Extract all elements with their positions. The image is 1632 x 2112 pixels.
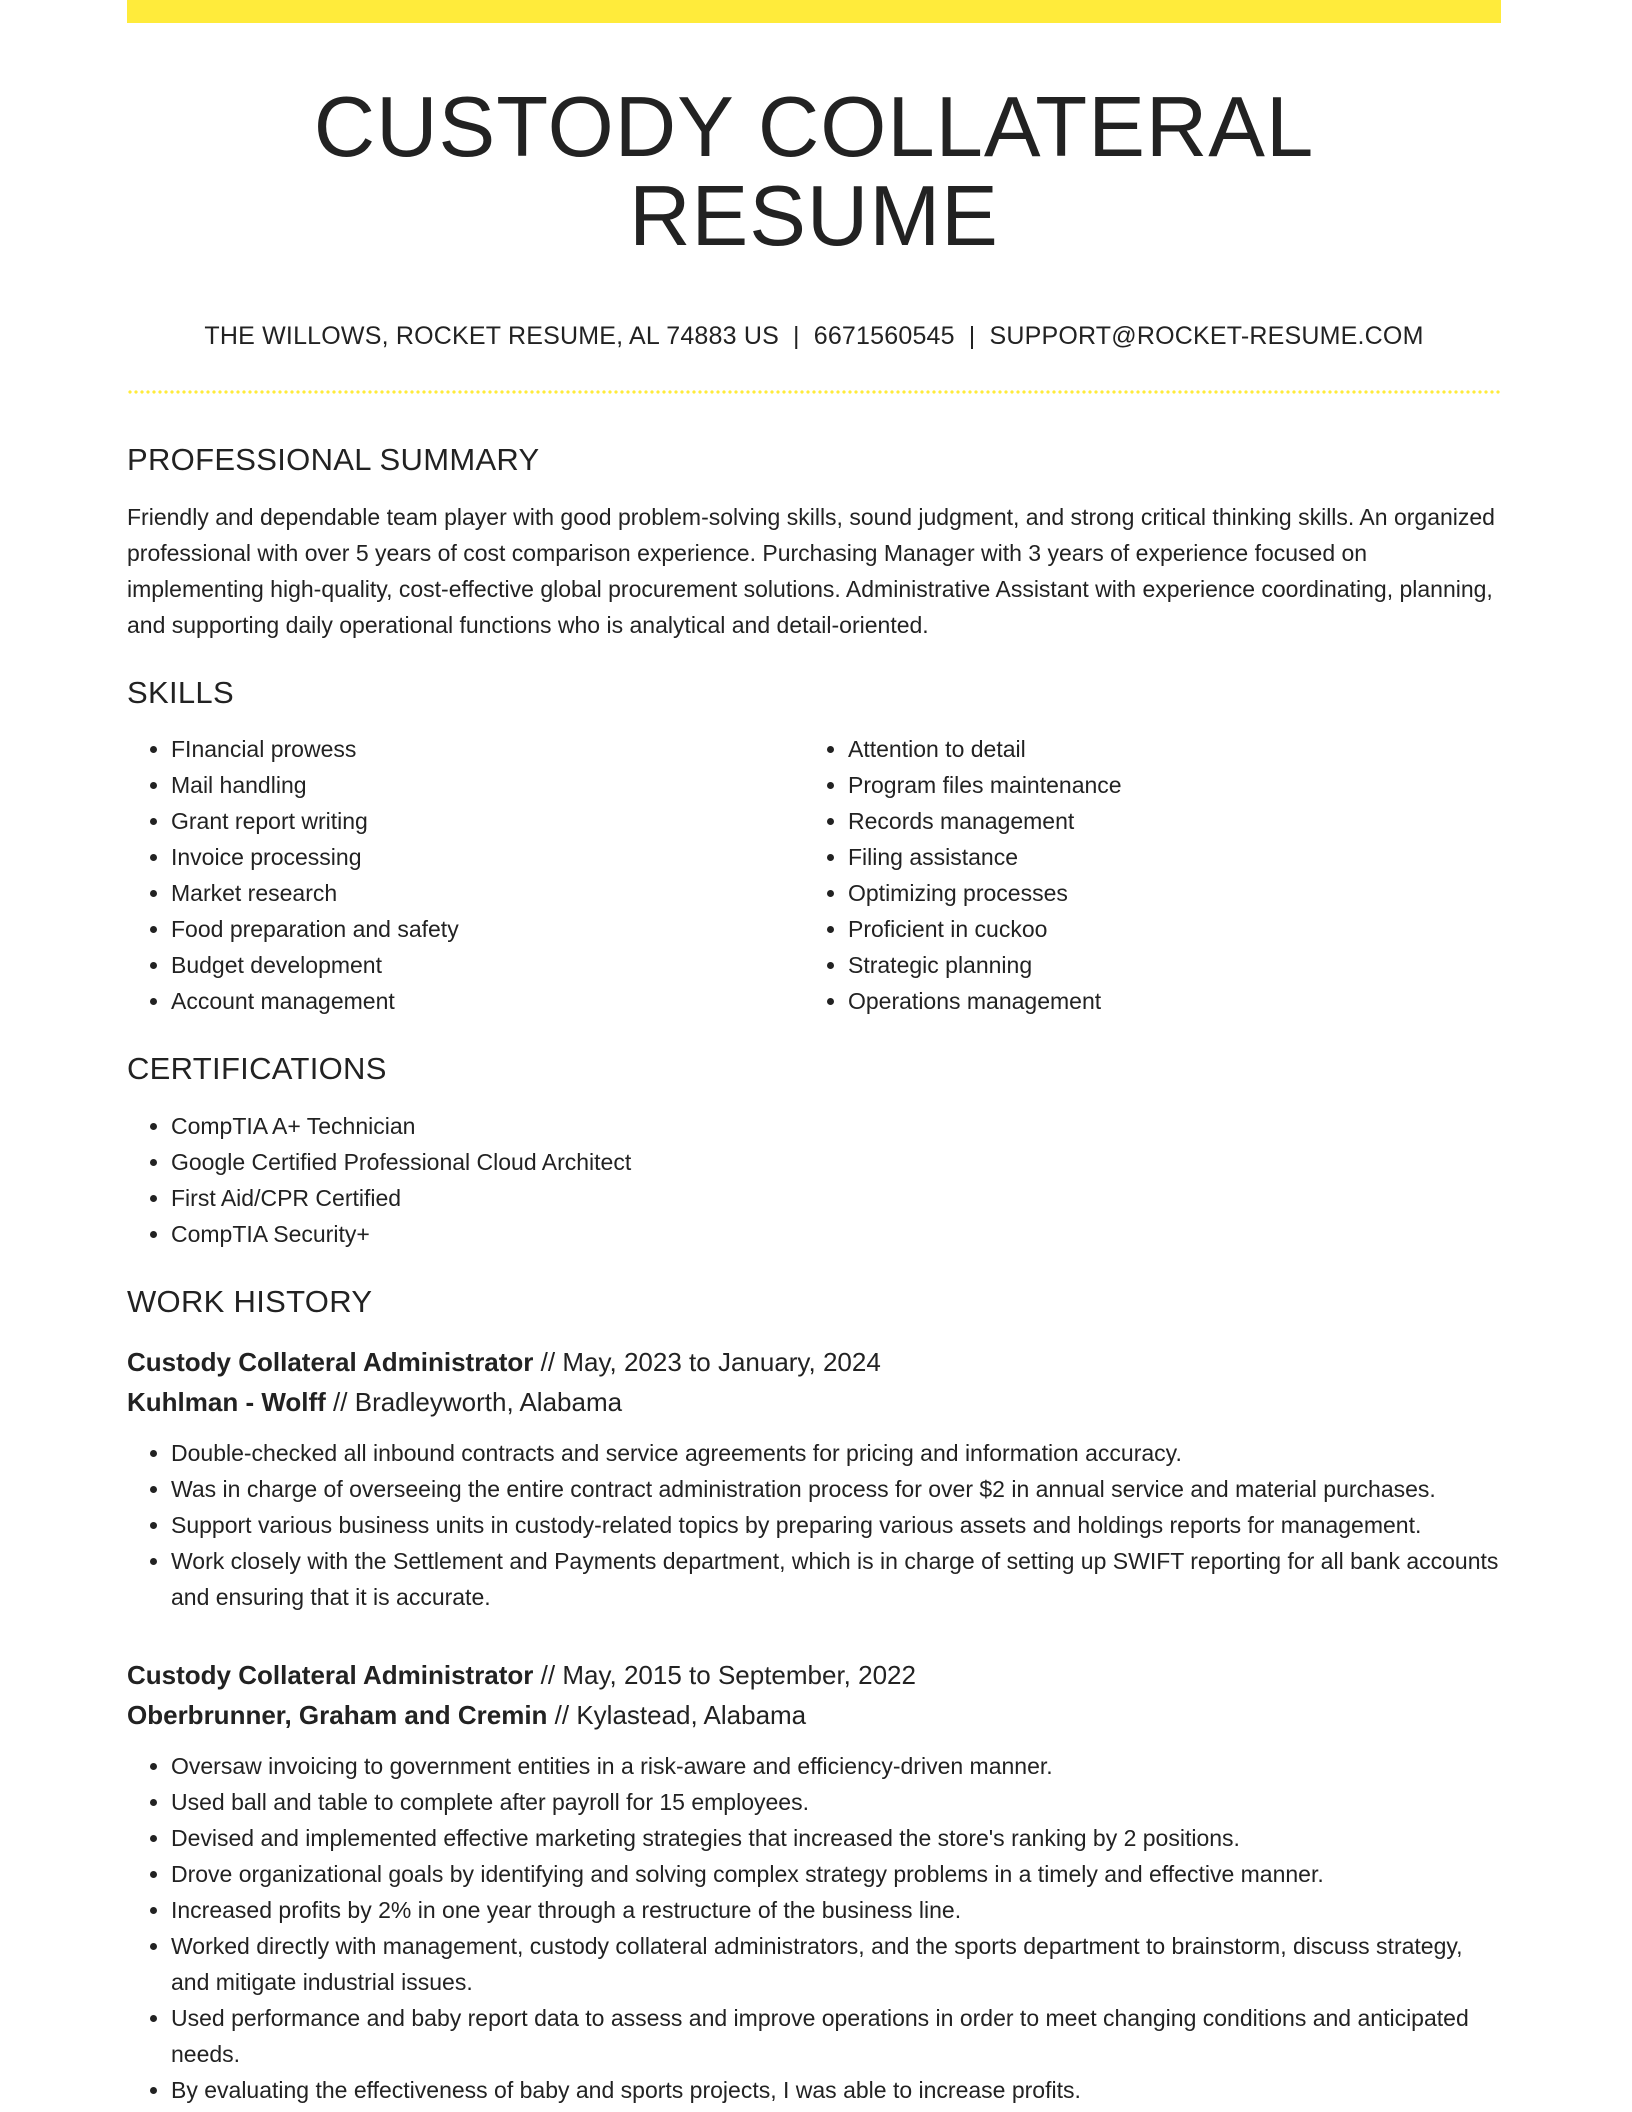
certification-item: • Google Certified Professional Cloud Architect — [171, 1144, 1501, 1180]
summary-heading: PROFESSIONAL SUMMARY — [127, 441, 540, 477]
job-location: // Kylastead, Alabama — [547, 1699, 807, 1730]
job-bullet: • Support various business units in custody-related topics by preparing various assets and holdings reports for management. — [171, 1507, 1501, 1543]
accent-top-bar — [127, 0, 1501, 23]
skills-heading: SKILLS — [127, 674, 234, 710]
job-role: Custody Collateral Administrator — [127, 1659, 534, 1690]
certification-item: • First Aid/CPR Certified — [171, 1180, 1501, 1216]
resume-title: CUSTODY COLLATERAL RESUME — [313, 80, 1315, 265]
skill-item: • Operations management — [848, 983, 1481, 1019]
job-entry — [127, 1342, 1501, 1615]
job-dates: // May, 2023 to January, 2024 — [533, 1346, 881, 1377]
certifications-heading: CERTIFICATIONS — [127, 1050, 387, 1086]
job-bullet: • Used performance and baby report data to assess and improve operations in order to meet changing conditions and anticipated needs. — [171, 2000, 1501, 2072]
skill-item: • Program files maintenance — [848, 767, 1481, 803]
skill-item: • Optimizing processes — [848, 875, 1481, 911]
skills-grid — [127, 731, 1501, 1019]
contact-address: THE WILLOWS, ROCKET RESUME, AL 74883 US — [204, 321, 780, 350]
contact-phone: 6671560545 — [813, 321, 955, 350]
certifications-list — [127, 1108, 1501, 1252]
contact-email[interactable]: SUPPORT@ROCKET-RESUME.COM — [989, 321, 1424, 350]
contact-line — [127, 322, 1501, 351]
skill-item: • FInancial prowess — [171, 731, 804, 767]
job-bullet: • Used ball and table to complete after payroll for 15 employees. — [171, 1784, 1501, 1820]
dotted-divider — [127, 390, 1501, 394]
skill-item: • Mail handling — [171, 767, 804, 803]
certification-item: • CompTIA Security+ — [171, 1216, 1501, 1252]
skill-item: • Grant report writing — [171, 803, 804, 839]
job-company-line — [127, 1695, 1501, 1735]
skills-list-right — [804, 731, 1481, 1019]
job-bullet: • Drove organizational goals by identifying and solving complex strategy problems in a timely and effective manner. — [171, 1856, 1501, 1892]
skill-item: • Records management — [848, 803, 1481, 839]
job-bullet: • By evaluating the effectiveness of baby and sports projects, I was able to increase profits. — [171, 2072, 1501, 2108]
skill-item: • Strategic planning — [848, 947, 1481, 983]
skill-item: • Invoice processing — [171, 839, 804, 875]
certification-item: • CompTIA A+ Technician — [171, 1108, 1501, 1144]
job-role-line — [127, 1655, 1501, 1695]
skill-item: • Budget development — [171, 947, 804, 983]
job-bullet: • Oversaw invoicing to government entities in a risk-aware and efficiency-driven manner. — [171, 1748, 1501, 1784]
work-history-heading: WORK HISTORY — [127, 1283, 373, 1319]
job-location: // Bradleyworth, Alabama — [325, 1386, 623, 1417]
job-bullet: • Double-checked all inbound contracts and service agreements for pricing and information accuracy. — [171, 1435, 1501, 1471]
job-dates: // May, 2015 to September, 2022 — [533, 1659, 916, 1690]
job-bullet: • Worked directly with management, custody collateral administrators, and the sports department to brainstorm, discuss strategy, and mitigate industrial issues. — [171, 1928, 1501, 2000]
skill-item: • Account management — [171, 983, 804, 1019]
job-bullet: • Devised and implemented effective marketing strategies that increased the store's ranking by 2 positions. — [171, 1820, 1501, 1856]
job-company-line — [127, 1382, 1501, 1422]
skill-item: • Food preparation and safety — [171, 911, 804, 947]
job-entry — [127, 1655, 1501, 2108]
skill-item: • Filing assistance — [848, 839, 1481, 875]
job-role-line — [127, 1342, 1501, 1382]
job-bullet: • Was in charge of overseeing the entire contract administration process for over $2 in annual service and material purchases. — [171, 1471, 1501, 1507]
skill-item: • Market research — [171, 875, 804, 911]
resume-page — [127, 0, 1501, 2108]
contact-separator: | — [968, 321, 976, 350]
skill-item: • Attention to detail — [848, 731, 1481, 767]
job-company: Kuhlman - Wolff — [127, 1386, 326, 1417]
job-bullet-list — [127, 1435, 1501, 1615]
job-role: Custody Collateral Administrator — [127, 1346, 534, 1377]
job-bullet: • Work closely with the Settlement and Payments department, which is in charge of setting up SWIFT reporting for all bank accounts and ensuring that it is accurate. — [171, 1543, 1501, 1615]
skill-item: • Proficient in cuckoo — [848, 911, 1481, 947]
job-company: Oberbrunner, Graham and Cremin — [127, 1699, 548, 1730]
job-bullet: • Increased profits by 2% in one year through a restructure of the business line. — [171, 1892, 1501, 1928]
skills-list-left — [127, 731, 804, 1019]
contact-separator: | — [793, 321, 800, 350]
summary-paragraph: Friendly and dependable team player with good problem-solving skills, sound judgment, and strong critical thinking skills. An organized professional with over 5 years of cost comparison experience. Purchasing Manager with 3 years of experience focused on implementing high-quality, cost-effective global procurement solutions. Administrative Assistant with experience coordinating, planning, and supporting daily operational functions who is analytical and detail-oriented. — [127, 503, 1495, 638]
job-bullet-list — [127, 1748, 1501, 2108]
